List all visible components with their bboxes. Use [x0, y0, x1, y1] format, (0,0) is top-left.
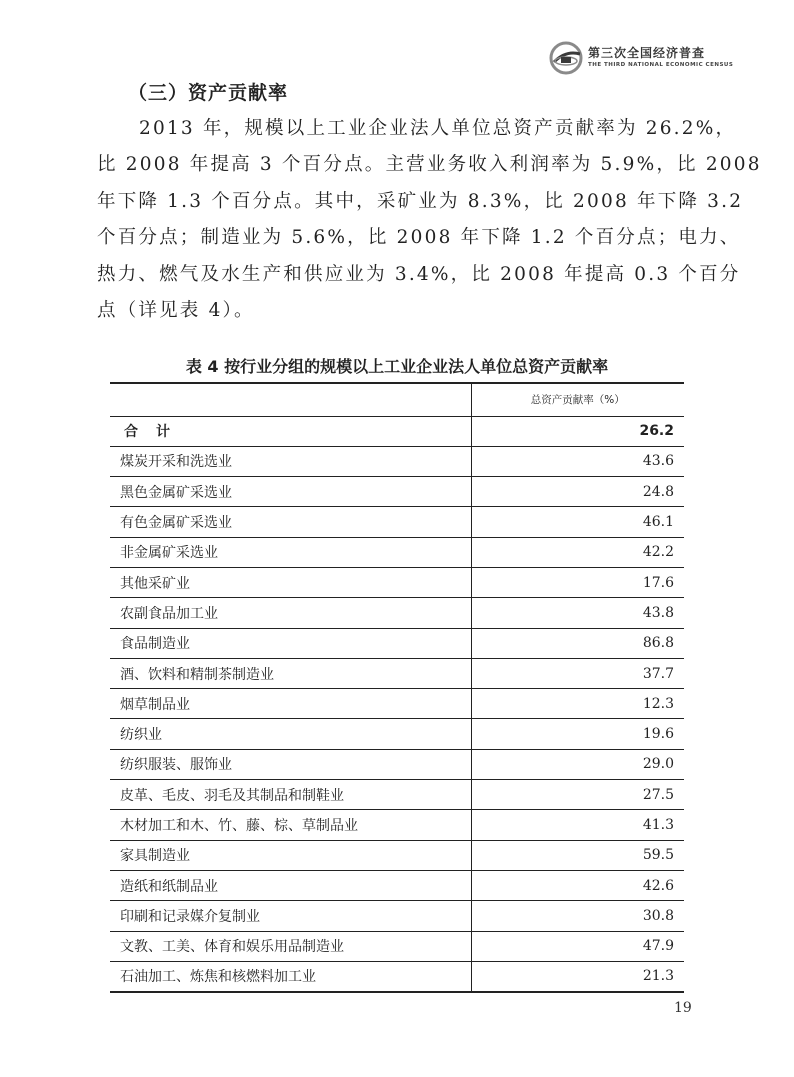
- paragraph-line: 热力、燃气及水生产和供应业为 3.4%，比 2008 年提高 0.3 个百分: [97, 263, 741, 285]
- asset-contribution-value: 19.6: [471, 719, 684, 749]
- table-row: [110, 961, 684, 991]
- asset-contribution-value: 21.3: [471, 961, 684, 991]
- industry-name: 其他采矿业: [110, 567, 471, 597]
- asset-contribution-value: 12.3: [471, 689, 684, 719]
- table-row-total: [110, 416, 684, 446]
- industry-name: 家具制造业: [110, 840, 471, 870]
- table-row: [110, 567, 684, 597]
- table-header-row: [110, 383, 684, 416]
- table-row: [110, 628, 684, 658]
- table-row: [110, 810, 684, 840]
- total-label: 合计: [110, 416, 471, 446]
- industry-name: 纺织服装、服饰业: [110, 749, 471, 779]
- industry-name: 石油加工、炼焦和核燃料加工业: [110, 961, 471, 991]
- industry-asset-contribution-table: [110, 382, 684, 993]
- table-row: [110, 719, 684, 749]
- asset-contribution-value: 86.8: [471, 628, 684, 658]
- page-number: 19: [674, 1000, 692, 1016]
- census-logo: [548, 40, 758, 76]
- table-row: [110, 598, 684, 628]
- industry-name: 食品制造业: [110, 628, 471, 658]
- table-row: [110, 840, 684, 870]
- industry-name: 木材加工和木、竹、藤、棕、草制品业: [110, 810, 471, 840]
- table-row: [110, 780, 684, 810]
- paragraph-line: 个百分点；制造业为 5.6%，比 2008 年下降 1.2 个百分点；电力、: [97, 227, 741, 249]
- paragraph-line: 2013 年，规模以上工业企业法人单位总资产贡献率为 26.2%，: [139, 118, 737, 139]
- asset-contribution-value: 42.6: [471, 870, 684, 900]
- asset-contribution-value: 41.3: [471, 810, 684, 840]
- asset-contribution-value: 43.8: [471, 598, 684, 628]
- table-row: [110, 446, 684, 476]
- paragraph-line: 点（详见表 4）。: [97, 299, 255, 321]
- logo-subtitle: THE THIRD NATIONAL ECONOMIC CENSUS: [588, 62, 734, 68]
- asset-contribution-value: 29.0: [471, 749, 684, 779]
- asset-contribution-value: 30.8: [471, 901, 684, 931]
- industry-name: 农副食品加工业: [110, 598, 471, 628]
- asset-contribution-value: 24.8: [471, 477, 684, 507]
- asset-contribution-value: 27.5: [471, 780, 684, 810]
- body-paragraph: [97, 111, 762, 329]
- industry-name: 印刷和记录媒介复制业: [110, 901, 471, 931]
- table-row: [110, 749, 684, 779]
- section-heading: （三）资产贡献率: [128, 82, 289, 104]
- asset-contribution-value: 47.9: [471, 931, 684, 961]
- table-row: [110, 901, 684, 931]
- table-row: [110, 689, 684, 719]
- asset-contribution-value: 43.6: [471, 446, 684, 476]
- asset-contribution-value: 46.1: [471, 507, 684, 537]
- table-title: 表 4 按行业分组的规模以上工业企业法人单位总资产贡献率: [185, 357, 609, 376]
- industry-name: 有色金属矿采选业: [110, 507, 471, 537]
- asset-contribution-value: 37.7: [471, 658, 684, 688]
- table-row: [110, 658, 684, 688]
- industry-name: 烟草制品业: [110, 689, 471, 719]
- industry-name: 黑色金属矿采选业: [110, 477, 471, 507]
- asset-contribution-value: 59.5: [471, 840, 684, 870]
- table-row: [110, 537, 684, 567]
- industry-name: 文教、工美、体育和娱乐用品制造业: [110, 931, 471, 961]
- table-row: [110, 477, 684, 507]
- industry-name: 酒、饮料和精制茶制造业: [110, 658, 471, 688]
- paragraph-line: 比 2008 年提高 3 个百分点。主营业务收入利润率为 5.9%，比 2008: [97, 154, 762, 176]
- table-row: [110, 870, 684, 900]
- total-value: 26.2: [471, 416, 684, 446]
- paragraph-line: 年下降 1.3 个百分点。其中，采矿业为 8.3%，比 2008 年下降 3.2: [97, 190, 744, 212]
- asset-contribution-value: 17.6: [471, 567, 684, 597]
- logo-title: 第三次全国经济普查: [588, 46, 706, 60]
- industry-name: 纺织业: [110, 719, 471, 749]
- census-emblem-icon: [548, 40, 584, 76]
- industry-name: 造纸和纸制品业: [110, 870, 471, 900]
- asset-contribution-value: 42.2: [471, 537, 684, 567]
- industry-name: 煤炭开采和洗选业: [110, 446, 471, 476]
- table-header-value: 总资产贡献率（%）: [471, 383, 684, 416]
- table-row: [110, 931, 684, 961]
- industry-name: 非金属矿采选业: [110, 537, 471, 567]
- table-header-blank: [110, 383, 471, 416]
- table-row: [110, 507, 684, 537]
- industry-name: 皮革、毛皮、羽毛及其制品和制鞋业: [110, 780, 471, 810]
